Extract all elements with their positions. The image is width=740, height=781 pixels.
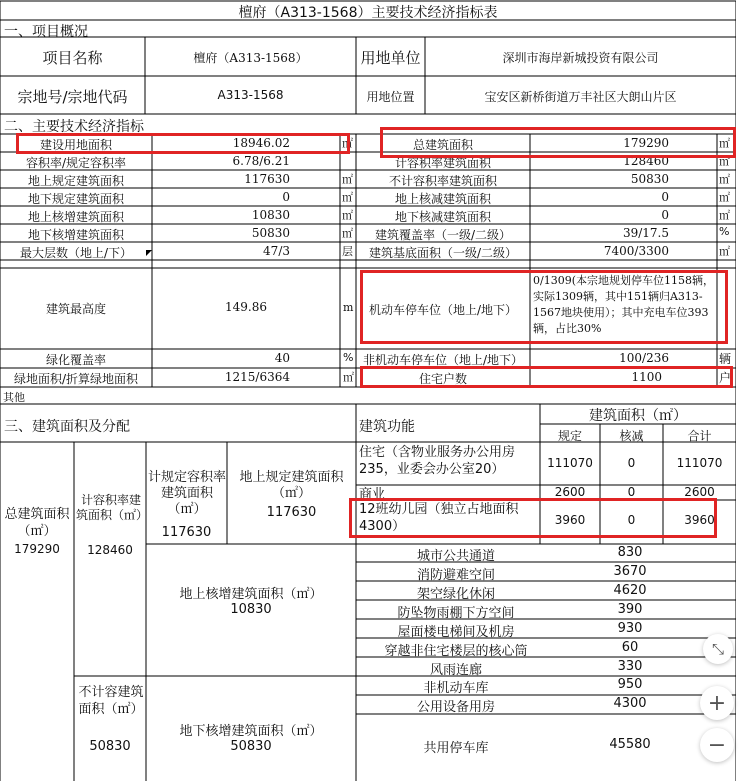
- zoom-in-button[interactable]: [700, 686, 734, 720]
- indicator-value: 117630: [244, 172, 290, 186]
- land-user: 深圳市海岸新城投资有限公司: [502, 51, 659, 65]
- added-item-name: 架空绿化休闲: [416, 587, 495, 602]
- indicator-value: 47/3: [263, 244, 290, 258]
- added-item-name: 防坠物雨棚下方空间: [397, 606, 515, 621]
- far-area-value: 128460: [87, 543, 133, 557]
- project-name: 檀府（A313-1568）: [193, 51, 308, 65]
- indicator-label: 地下核减建筑面积: [394, 210, 491, 224]
- added-item-value: 60: [621, 640, 639, 655]
- height-unit: m: [343, 301, 354, 314]
- indicator-label: 地上规定建筑面积: [27, 174, 124, 188]
- indicator-label: 最大层数（地上/下）: [19, 246, 133, 260]
- below-item-name: 公用设备用房: [416, 700, 495, 715]
- indicator-label: 地上核减建筑面积: [394, 192, 491, 206]
- other-label: 其他: [3, 391, 25, 404]
- parking-value: 0/1309(本宗地规划停车位1158辆，实际1309辆，其中151辆归A313-1567地块使用）；其中充电车位393辆，占比30%: [533, 274, 714, 335]
- indicator-value: 18946.02: [232, 136, 290, 150]
- location-label: 用地位置: [366, 90, 415, 104]
- indicator-value: 6.78/6.21: [232, 154, 290, 168]
- section3-heading: 三、建筑面积及分配: [4, 419, 130, 435]
- project-name-label: 项目名称: [42, 49, 103, 67]
- indicator-label: 地下规定建筑面积: [27, 192, 124, 206]
- indicator-unit: ㎡: [719, 173, 730, 186]
- indicator-unit: ㎡: [342, 227, 353, 240]
- indicator-unit: %: [719, 225, 730, 238]
- function-header: 建筑功能: [359, 419, 415, 435]
- below-add-value: 50830: [230, 739, 272, 754]
- added-item-value: 390: [617, 602, 643, 617]
- indicator-label: 总建筑面积: [412, 138, 473, 152]
- added-item-name: 消防避难空间: [416, 568, 495, 583]
- below-item-value: 950: [617, 677, 643, 692]
- function-ded: 0: [627, 456, 636, 470]
- far-area-label: 计容积率建筑面积（㎡）: [76, 493, 149, 522]
- function-name: 商业: [359, 487, 386, 502]
- below-item-name: 非机动车库: [423, 681, 489, 696]
- function-total: 3960: [684, 513, 715, 527]
- function-name: 住宅（含物业服务办公用房235，业委会办公室20）: [359, 445, 516, 477]
- above-spec-label: 地上规定建筑面积（㎡）: [239, 470, 344, 501]
- col-specified: 规定: [557, 429, 582, 443]
- total-area-value: 179290: [14, 542, 60, 556]
- indicator-label: 不计容积率建筑面积: [388, 174, 497, 188]
- location-value: 宝安区新桥街道万丰社区大朗山片区: [484, 90, 677, 104]
- highlight-households: [360, 366, 733, 388]
- indicator-unit: ㎡: [719, 209, 730, 222]
- green-unit: %: [343, 351, 354, 364]
- below-item-value: 45580: [609, 737, 651, 752]
- specified-far-label: 计规定容积率建筑面积（㎡）: [148, 470, 227, 517]
- added-item-value: 830: [617, 545, 643, 560]
- indicator-unit: ㎡: [342, 191, 353, 204]
- indicator-value: 50830: [630, 172, 669, 186]
- area-header: 建筑面积（㎡）: [589, 408, 687, 424]
- function-spec: 2600: [554, 485, 586, 499]
- non-far-label: 不计容建筑面积（㎡）: [78, 685, 144, 717]
- indicator-label: 建筑基底面积（一级/二级）: [368, 246, 518, 260]
- parking-label: 机动车停车位（地上/地下）: [368, 303, 518, 317]
- indicator-label: 建设用地面积: [39, 138, 112, 152]
- indicator-label: 地下核增建筑面积: [27, 228, 124, 242]
- height-label: 建筑最高度: [45, 302, 106, 316]
- below-item-value: 4300: [613, 696, 647, 711]
- added-item-name: 风雨连廊: [429, 663, 482, 678]
- indicator-label: 计容积率建筑面积: [394, 156, 491, 170]
- added-item-value: 930: [617, 621, 643, 636]
- above-add-label: 地上核增建筑面积（㎡）: [179, 587, 323, 602]
- page-title: 檀府（A313-1568）主要技术经济指标表: [238, 5, 498, 21]
- added-item-name: 穿越非住宅楼层的核心筒: [384, 644, 528, 659]
- indicator-value: 39/17.5: [622, 226, 669, 240]
- households-value: 1100: [631, 370, 662, 384]
- above-add-value: 10830: [230, 602, 272, 617]
- added-item-name: 屋面楼电梯间及机房: [397, 625, 515, 640]
- added-item-value: 3670: [613, 564, 647, 579]
- indicator-value: 0: [282, 190, 290, 204]
- bike-unit: 辆: [719, 352, 732, 366]
- indicator-label: 容积率/规定容积率: [25, 156, 127, 170]
- indicator-label: 地上核增建筑面积: [27, 210, 124, 224]
- bike-value: 100/236: [619, 351, 669, 365]
- indicator-unit: ㎡: [342, 209, 353, 222]
- above-spec-value: 117630: [266, 505, 317, 520]
- function-total: 111070: [676, 456, 723, 470]
- highlight-parking: [360, 270, 728, 344]
- function-spec: 3960: [554, 513, 586, 527]
- parcel-value: A313-1568: [217, 88, 284, 102]
- indicator-value: 10830: [251, 208, 290, 222]
- indicator-unit: ㎡: [342, 173, 353, 186]
- green-area-value: 1215/6364: [224, 370, 290, 384]
- zoom-out-button[interactable]: [700, 728, 734, 762]
- collapse-arrows-icon: ⤡: [711, 640, 724, 658]
- specified-far-value: 117630: [161, 525, 212, 540]
- added-item-value: 4620: [613, 583, 647, 598]
- green-area-label: 绿地面积/折算绿地面积: [13, 372, 139, 386]
- indicator-value: 128460: [623, 154, 669, 168]
- section1-heading: 一、项目概况: [4, 24, 88, 40]
- green-area-unit: ㎡: [343, 371, 354, 384]
- below-add-label: 地下核增建筑面积（㎡）: [179, 724, 323, 739]
- total-area-label: 总建筑面积（㎡）: [4, 507, 70, 539]
- highlight-land-area: [16, 133, 350, 154]
- plus-icon: +: [707, 690, 727, 716]
- function-name: 12班幼儿园（独立占地面积4300）: [359, 502, 519, 534]
- indicator-value: 0: [661, 190, 669, 204]
- parcel-label: 宗地号/宗地代码: [17, 88, 128, 106]
- indicator-value: 179290: [623, 136, 669, 150]
- bike-label: 非机动车停车位（地上/地下）: [362, 353, 524, 367]
- col-total: 合计: [687, 429, 712, 443]
- indicator-unit: 层: [342, 245, 353, 258]
- indicator-label: 建筑覆盖率（一级/二级）: [374, 228, 512, 242]
- indicator-unit: ㎡: [719, 137, 730, 150]
- highlight-total-area: [380, 127, 736, 158]
- indicator-value: 0: [661, 208, 669, 222]
- function-ded: 0: [627, 513, 636, 527]
- added-item-name: 城市公共通道: [416, 549, 495, 564]
- indicator-unit: ㎡: [719, 155, 730, 168]
- households-label: 住宅户数: [418, 372, 467, 386]
- collapse-button[interactable]: [703, 634, 733, 664]
- indicator-unit: ㎡: [719, 191, 730, 204]
- function-spec: 111070: [547, 456, 593, 470]
- section2-heading: 二、主要技术经济指标: [4, 119, 144, 135]
- height-value: 149.86: [225, 300, 267, 314]
- minus-icon: −: [707, 732, 727, 758]
- indicator-unit: ㎡: [719, 245, 730, 258]
- function-total: 2600: [684, 485, 715, 499]
- land-user-label: 用地单位: [360, 49, 421, 67]
- indicator-value: 50830: [251, 226, 290, 240]
- households-unit: 户: [719, 371, 732, 385]
- below-item-name: 共用停车库: [423, 741, 489, 756]
- function-ded: 0: [627, 485, 636, 499]
- non-far-value: 50830: [89, 739, 131, 754]
- indicator-unit: ㎡: [342, 137, 353, 150]
- added-item-value: 330: [617, 659, 643, 674]
- highlight-kindergarten: [349, 498, 717, 538]
- green-label: 绿化覆盖率: [45, 353, 106, 367]
- col-deducted: 核减: [619, 429, 644, 443]
- green-value: 40: [274, 351, 290, 365]
- indicator-value: 7400/3300: [603, 244, 669, 258]
